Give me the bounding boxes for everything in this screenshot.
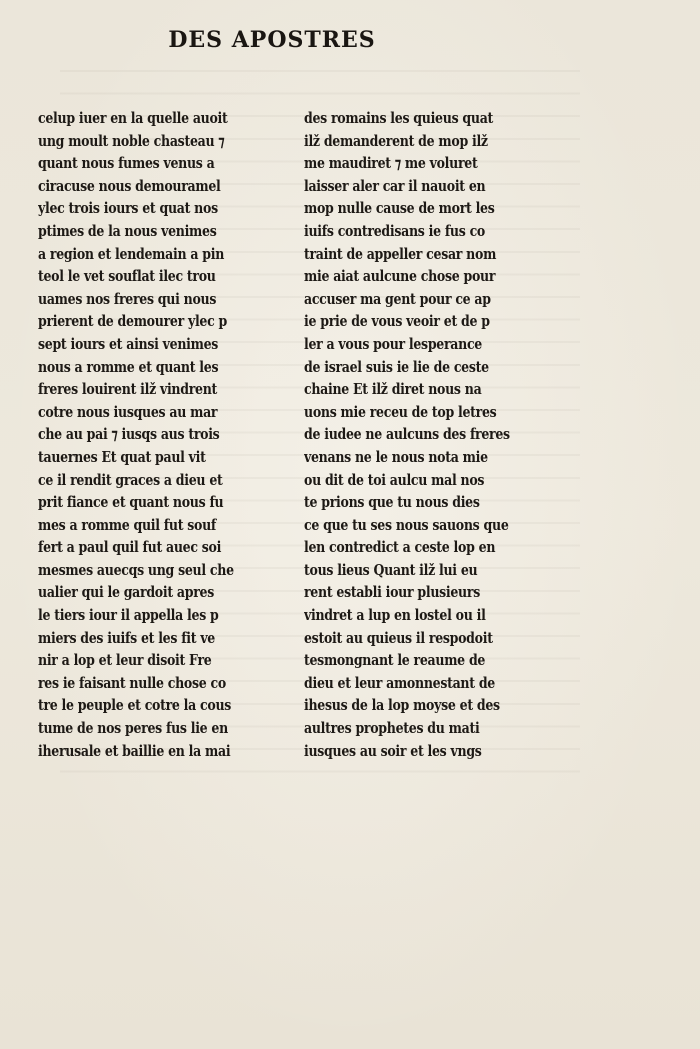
text-line: ylec trois iours et quat nos (38, 200, 218, 218)
text-line: de israel suis ie lie de ceste (304, 358, 489, 376)
text-line: traint de appeller cesar nom (304, 245, 497, 263)
text-line: dieu et leur amonnestant de (304, 674, 495, 692)
text-line: tre le peuple et cotre la cous (38, 697, 232, 715)
text-line: nous a romme et quant les (38, 358, 219, 376)
text-line: res ie faisant nulle chose co (38, 674, 226, 692)
right-text-column (304, 108, 534, 763)
text-line: vindret a lup en lostel ou il (304, 607, 486, 625)
text-line: ptimes de la nous venimes (38, 222, 217, 240)
text-line: sept iours et ainsi venimes (38, 335, 219, 353)
text-line: ihesus de la lop moyse et des (304, 697, 500, 715)
text-line: prierent de demourer ylec p (38, 313, 227, 331)
text-line: a region et lendemain a pin (38, 245, 225, 263)
text-line: mie aiat aulcune chose pour (304, 268, 496, 286)
text-line: laisser aler car il nauoit en (304, 177, 486, 195)
text-line: mop nulle cause de mort les (304, 200, 495, 218)
text-line: tauernes Et quat paul vit (38, 448, 206, 466)
text-line: iuifs contredisans ie fus co (304, 222, 486, 240)
text-line: iherusale et baillie en la mai (38, 742, 231, 760)
text-line: che au pai ⁊ iusqs aus trois (38, 426, 220, 444)
text-line: ciracuse nous demouramel (38, 177, 221, 195)
text-line: miers des iuifs et les fit ve (38, 629, 215, 647)
text-line: cotre nous iusques au mar (38, 403, 218, 421)
text-line: me maudiret ⁊ me voluret (304, 155, 478, 173)
text-line: len contredict a ceste lop en (304, 539, 496, 557)
running-head: DES APOSTRES (168, 27, 376, 53)
text-line: ualier qui le gardoit apres (38, 584, 214, 602)
text-line: te prions que tu nous dies (304, 494, 480, 512)
text-line: mesmes auecqs ung seul che (38, 561, 234, 579)
text-line: uames nos freres qui nous (38, 290, 217, 308)
text-line: de iudee ne aulcuns des freres (304, 426, 510, 444)
text-line: celup iuer en la quelle auoit (38, 110, 228, 127)
text-line: le tiers iour il appella les p (38, 607, 219, 625)
text-line: teol le vet souflat ilec trou (38, 268, 216, 286)
text-line: ie prie de vous veoir et de p (304, 313, 490, 331)
text-line: venans ne le nous nota mie (304, 448, 488, 466)
text-line: des romains les quieus quat (304, 110, 494, 127)
text-line: ung moult noble chasteau ⁊ (38, 132, 225, 150)
text-line: quant nous fumes venus a (38, 155, 215, 173)
text-line: fert a paul quil fut auec soi (38, 539, 222, 557)
text-line: mes a romme quil fut souf (38, 516, 217, 534)
text-line: ler a vous pour lesperance (304, 335, 482, 353)
text-line: prit fiance et quant nous fu (38, 494, 224, 512)
text-line: freres louirent ilž vindrent (38, 381, 218, 399)
text-line: nir a lop et leur disoit Fre (38, 652, 212, 670)
text-line: iusques au soir et les vngs (304, 742, 482, 760)
text-line: chaine Et ilž diret nous na (304, 381, 482, 399)
left-text-column (38, 108, 268, 763)
text-line: ou dit de toi aulcu mal nos (304, 471, 485, 489)
text-line: ce il rendit graces a dieu et (38, 471, 223, 489)
text-line: tous lieus Quant ilž lui eu (304, 561, 478, 579)
text-line: accuser ma gent pour ce ap (304, 290, 491, 308)
text-line: ilž demanderent de mop ilž (304, 132, 488, 150)
text-line: ce que tu ses nous sauons que (304, 516, 509, 534)
text-line: tume de nos peres fus lie en (38, 720, 228, 738)
text-line: tesmongnant le reaume de (304, 652, 486, 670)
text-line: uons mie receu de top letres (304, 403, 497, 421)
text-line: rent establi iour plusieurs (304, 584, 480, 602)
text-line: estoit au quieus il respodoit (304, 629, 493, 647)
text-line: aultres prophetes du mati (304, 720, 480, 738)
